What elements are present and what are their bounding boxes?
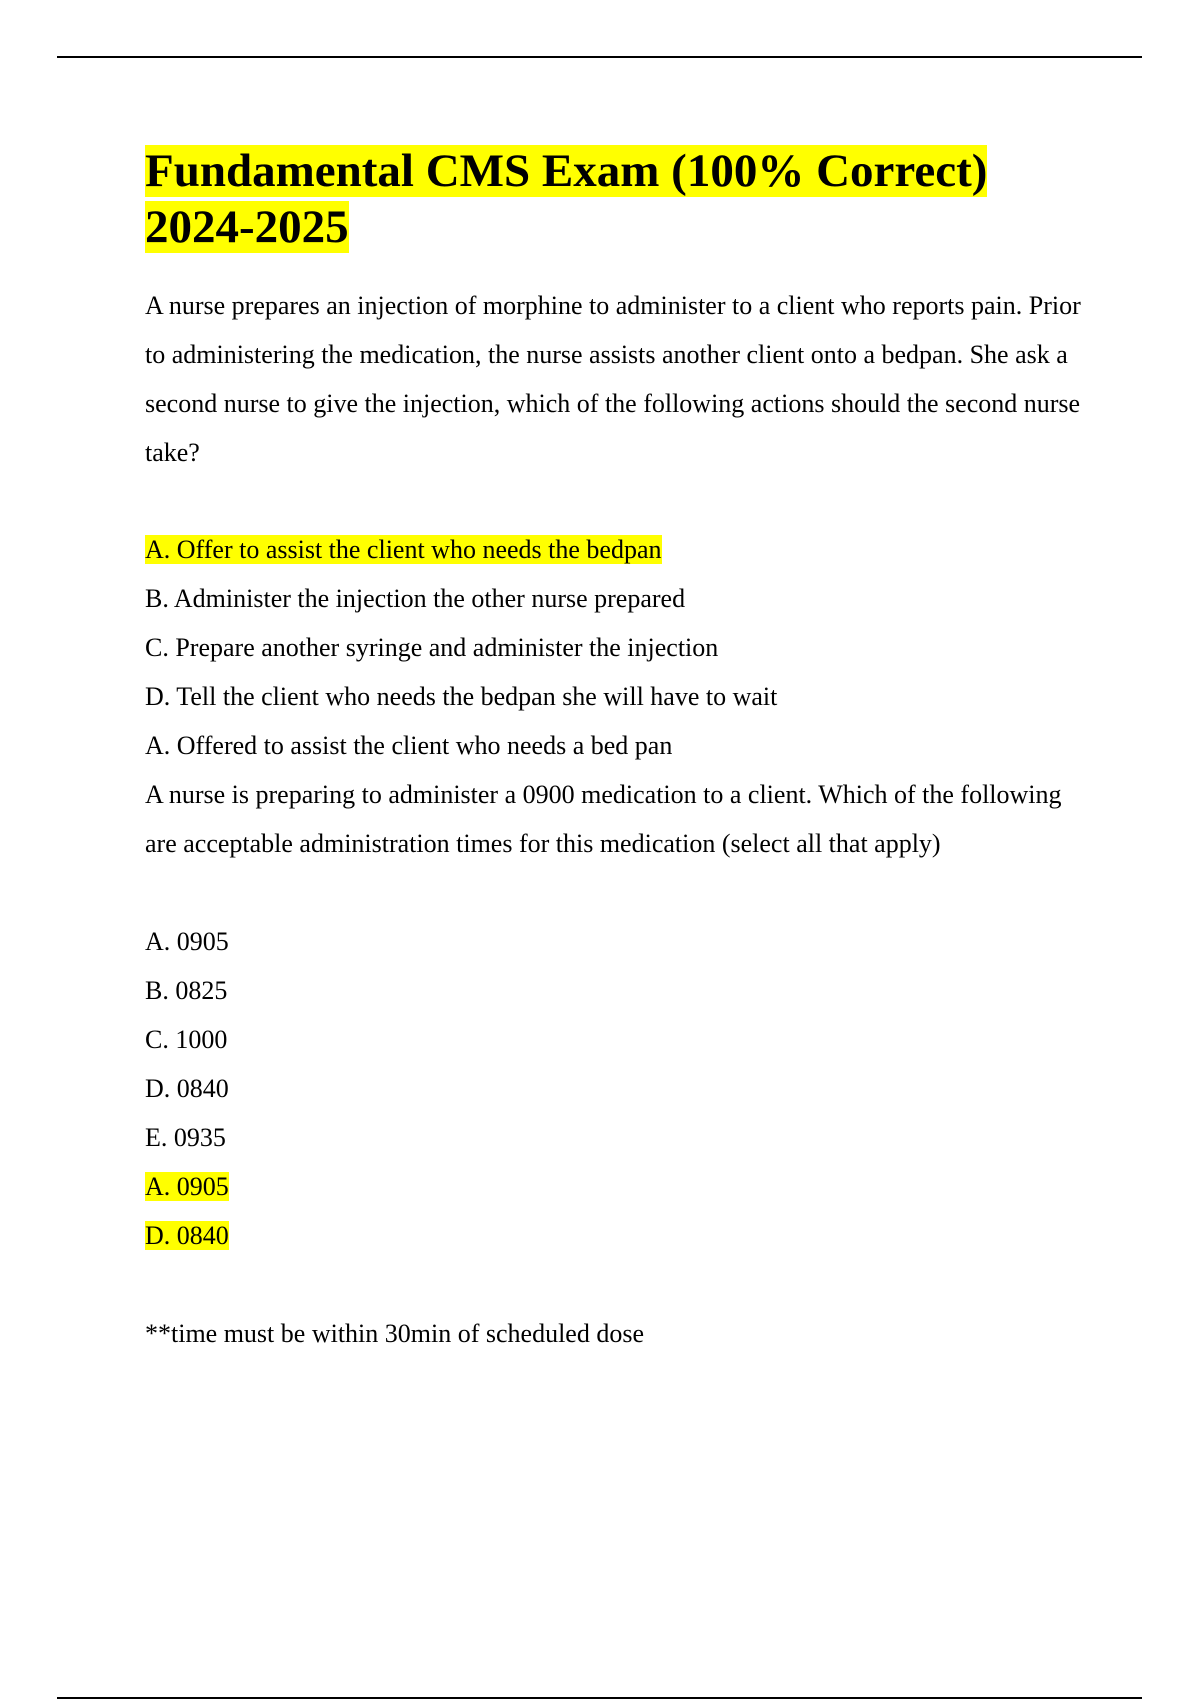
question-1-stem: A nurse prepares an injection of morphine to administer to a client who reports pain. Prior to administering the medication, the nurse assists another client onto a bedpan. She ask a second nurse to give the injection, which of the following actions should the second nurse take?: [145, 291, 1081, 467]
q2-option-c: C. 1000: [145, 1025, 228, 1054]
q2-option-e: E. 0935: [145, 1123, 226, 1152]
q1-answer: A. Offered to assist the client who needs a bed pan: [145, 731, 673, 760]
top-rule: [57, 56, 1142, 58]
q1-option-a-text: A. Offer to assist the client who needs the bedpan: [145, 535, 662, 564]
q2-answer-2: [145, 1211, 1085, 1260]
q2-answer-2-text: D. 0840: [145, 1221, 229, 1250]
q2-option-d: D. 0840: [145, 1074, 229, 1103]
q2-answer-1-text: A. 0905: [145, 1172, 229, 1201]
title-line-2: 2024-2025: [145, 201, 349, 253]
bottom-rule: [57, 1697, 1142, 1699]
q1-option-d: D. Tell the client who needs the bedpan she will have to wait: [145, 682, 778, 711]
q2-option-a: A. 0905: [145, 927, 229, 956]
q1-option-c: C. Prepare another syringe and administer the injection: [145, 633, 719, 662]
question-2-stem: A nurse is preparing to administer a 0900 medication to a client. Which of the following are acceptable administration times for this medication (select all that apply): [145, 780, 1062, 858]
document-body: [145, 143, 1085, 1358]
question-1-options: [145, 525, 1085, 770]
q2-option-b: B. 0825: [145, 976, 228, 1005]
question-2-options: [145, 917, 1085, 1260]
q2-rationale: **time must be within 30min of scheduled dose: [145, 1319, 644, 1348]
document-title: [145, 143, 1085, 255]
q1-option-b: B. Administer the injection the other nurse prepared: [145, 584, 686, 613]
q2-answer-1: [145, 1162, 1085, 1211]
q1-option-a: [145, 525, 1085, 574]
title-line-1: Fundamental CMS Exam (100% Correct): [145, 145, 988, 197]
